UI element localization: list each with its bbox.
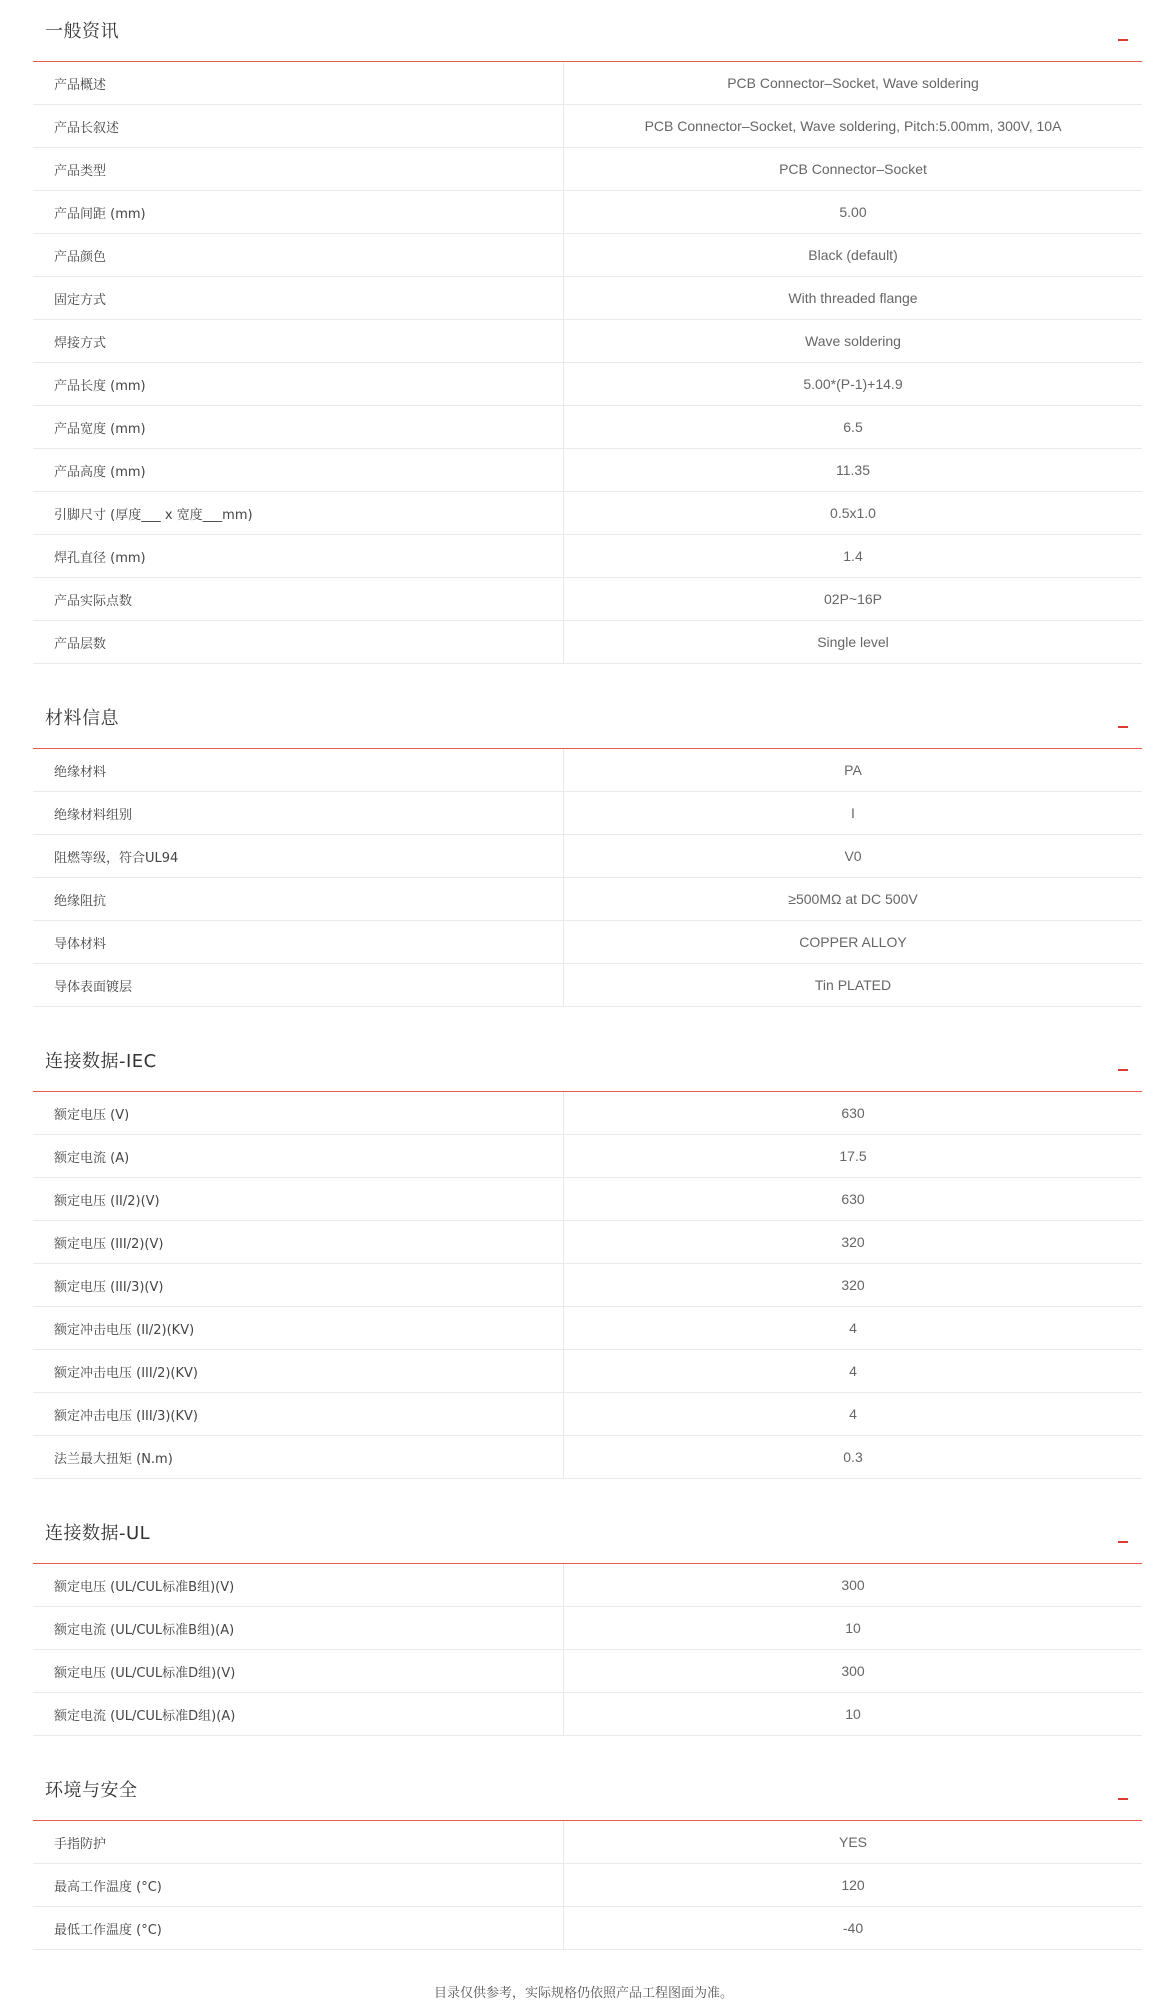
spec-row bbox=[33, 578, 1142, 621]
spec-label: 额定电压 (V) bbox=[33, 1092, 564, 1134]
spec-value: Single level bbox=[817, 634, 889, 650]
spec-label: 产品类型 bbox=[33, 148, 564, 190]
spec-label: 固定方式 bbox=[33, 277, 564, 319]
spec-row bbox=[33, 792, 1142, 835]
spec-row bbox=[33, 1221, 1142, 1264]
spec-value: 10 bbox=[845, 1620, 861, 1636]
spec-label: 额定电压 (UL/CUL标准D组)(V) bbox=[33, 1650, 564, 1692]
section-title: 连接数据-UL bbox=[45, 1523, 151, 1544]
spec-value: COPPER ALLOY bbox=[799, 934, 907, 950]
section-connection-data-iec bbox=[33, 1030, 1142, 1479]
spec-label: 导体材料 bbox=[33, 921, 564, 963]
spec-label: 产品宽度 (mm) bbox=[33, 406, 564, 448]
spec-row bbox=[33, 234, 1142, 277]
spec-label: 最高工作温度 (°C) bbox=[33, 1864, 564, 1906]
spec-value: 300 bbox=[841, 1577, 865, 1593]
spec-label: 额定冲击电压 (II/2)(KV) bbox=[33, 1307, 564, 1349]
collapse-toggle-icon[interactable] bbox=[1118, 39, 1128, 41]
section-general-info bbox=[33, 0, 1142, 664]
spec-row bbox=[33, 1864, 1142, 1907]
spec-row bbox=[33, 1393, 1142, 1436]
spec-row bbox=[33, 105, 1142, 148]
spec-value: ≥500MΩ at DC 500V bbox=[788, 891, 918, 907]
spec-value: 300 bbox=[841, 1663, 865, 1679]
spec-value: 0.3 bbox=[843, 1449, 863, 1465]
section-title: 材料信息 bbox=[45, 708, 119, 729]
spec-row bbox=[33, 406, 1142, 449]
spec-label: 最低工作温度 (°C) bbox=[33, 1907, 564, 1949]
spec-row bbox=[33, 1307, 1142, 1350]
footer-note: 目录仅供参考，实际规格仍依照产品工程图面为准。 bbox=[433, 1986, 733, 2001]
section-header bbox=[33, 687, 1142, 749]
spec-row bbox=[33, 878, 1142, 921]
spec-label: 法兰最大扭矩 (N.m) bbox=[33, 1436, 564, 1478]
spec-table bbox=[33, 1092, 1142, 1479]
spec-label: 额定冲击电压 (III/2)(KV) bbox=[33, 1350, 564, 1392]
collapse-toggle-icon[interactable] bbox=[1118, 726, 1128, 728]
spec-row bbox=[33, 1607, 1142, 1650]
spec-label: 绝缘材料 bbox=[33, 749, 564, 791]
spec-value: 5.00*(P-1)+14.9 bbox=[803, 376, 903, 392]
spec-label: 产品间距 (mm) bbox=[33, 191, 564, 233]
spec-label: 引脚尺寸 (厚度___ x 宽度___mm) bbox=[33, 492, 564, 534]
spec-label: 绝缘材料组别 bbox=[33, 792, 564, 834]
spec-value: 02P~16P bbox=[824, 591, 882, 607]
spec-label: 产品高度 (mm) bbox=[33, 449, 564, 491]
spec-label: 产品层数 bbox=[33, 621, 564, 663]
spec-row bbox=[33, 1821, 1142, 1864]
spec-table bbox=[33, 1821, 1142, 1950]
spec-value: V0 bbox=[844, 848, 862, 864]
spec-label: 额定电流 (UL/CUL标准D组)(A) bbox=[33, 1693, 564, 1735]
spec-row bbox=[33, 535, 1142, 578]
spec-value: PCB Connector–Socket bbox=[779, 161, 927, 177]
spec-value: 5.00 bbox=[839, 204, 867, 220]
spec-sheet bbox=[33, 0, 1142, 1950]
spec-row bbox=[33, 1693, 1142, 1736]
spec-value: -40 bbox=[842, 1920, 864, 1936]
spec-value: With threaded flange bbox=[788, 290, 918, 306]
spec-row bbox=[33, 1564, 1142, 1607]
spec-row bbox=[33, 921, 1142, 964]
spec-row bbox=[33, 1135, 1142, 1178]
spec-label: 额定电流 (UL/CUL标准B组)(A) bbox=[33, 1607, 564, 1649]
spec-label: 额定电压 (III/3)(V) bbox=[33, 1264, 564, 1306]
spec-row bbox=[33, 1907, 1142, 1950]
spec-row bbox=[33, 148, 1142, 191]
spec-row bbox=[33, 62, 1142, 105]
spec-value: 320 bbox=[841, 1234, 865, 1250]
section-material-info bbox=[33, 687, 1142, 1007]
spec-row bbox=[33, 621, 1142, 664]
section-header bbox=[33, 0, 1142, 62]
spec-label: 焊孔直径 (mm) bbox=[33, 535, 564, 577]
spec-value: 4 bbox=[849, 1363, 857, 1379]
spec-table bbox=[33, 62, 1142, 664]
section-title: 连接数据-IEC bbox=[45, 1051, 157, 1072]
spec-row bbox=[33, 191, 1142, 234]
section-environment-safety bbox=[33, 1759, 1142, 1950]
spec-value: 630 bbox=[841, 1105, 865, 1121]
spec-value: 0.5x1.0 bbox=[830, 505, 876, 521]
spec-label: 产品实际点数 bbox=[33, 578, 564, 620]
spec-label: 额定电压 (II/2)(V) bbox=[33, 1178, 564, 1220]
spec-row bbox=[33, 1264, 1142, 1307]
collapse-toggle-icon[interactable] bbox=[1118, 1541, 1128, 1543]
spec-row bbox=[33, 363, 1142, 406]
spec-label: 产品概述 bbox=[33, 62, 564, 104]
spec-row bbox=[33, 964, 1142, 1007]
spec-row bbox=[33, 1178, 1142, 1221]
spec-row bbox=[33, 1092, 1142, 1135]
spec-label: 焊接方式 bbox=[33, 320, 564, 362]
spec-label: 额定电压 (III/2)(V) bbox=[33, 1221, 564, 1263]
collapse-toggle-icon[interactable] bbox=[1118, 1069, 1128, 1071]
spec-value: PCB Connector–Socket, Wave soldering, Pitch:5.00mm, 300V, 10A bbox=[644, 118, 1062, 134]
spec-label: 产品长叙述 bbox=[33, 105, 564, 147]
spec-value: 17.5 bbox=[839, 1148, 867, 1164]
section-header bbox=[33, 1030, 1142, 1092]
spec-label: 产品长度 (mm) bbox=[33, 363, 564, 405]
section-title: 一般资讯 bbox=[45, 21, 119, 42]
spec-value: 11.35 bbox=[836, 462, 870, 478]
spec-label: 额定冲击电压 (III/3)(KV) bbox=[33, 1393, 564, 1435]
section-header bbox=[33, 1502, 1142, 1564]
spec-row bbox=[33, 1350, 1142, 1393]
spec-row bbox=[33, 835, 1142, 878]
section-header bbox=[33, 1759, 1142, 1821]
spec-label: 阻燃等级，符合UL94 bbox=[33, 835, 564, 877]
spec-value: 4 bbox=[849, 1320, 857, 1336]
spec-row bbox=[33, 449, 1142, 492]
spec-label: 额定电流 (A) bbox=[33, 1135, 564, 1177]
spec-value: I bbox=[851, 805, 855, 821]
section-title: 环境与安全 bbox=[45, 1780, 138, 1801]
spec-row bbox=[33, 1436, 1142, 1479]
spec-row bbox=[33, 492, 1142, 535]
spec-value: Tin PLATED bbox=[814, 977, 892, 993]
spec-value: 120 bbox=[841, 1877, 865, 1893]
spec-value: 6.5 bbox=[843, 419, 863, 435]
spec-value: Wave soldering bbox=[805, 333, 901, 349]
spec-label: 产品颜色 bbox=[33, 234, 564, 276]
spec-label: 导体表面镀层 bbox=[33, 964, 564, 1006]
spec-value: PA bbox=[844, 762, 862, 778]
spec-value: 1.4 bbox=[843, 548, 863, 564]
spec-value: 10 bbox=[845, 1706, 861, 1722]
spec-table bbox=[33, 1564, 1142, 1736]
spec-label: 额定电压 (UL/CUL标准B组)(V) bbox=[33, 1564, 564, 1606]
spec-row bbox=[33, 277, 1142, 320]
spec-value: PCB Connector–Socket, Wave soldering bbox=[727, 75, 979, 91]
spec-table bbox=[33, 749, 1142, 1007]
spec-value: 630 bbox=[841, 1191, 865, 1207]
spec-label: 绝缘阻抗 bbox=[33, 878, 564, 920]
spec-row bbox=[33, 749, 1142, 792]
spec-value: 320 bbox=[841, 1277, 865, 1293]
spec-value: YES bbox=[838, 1834, 867, 1850]
section-connection-data-ul bbox=[33, 1502, 1142, 1736]
spec-row bbox=[33, 320, 1142, 363]
spec-label: 手指防护 bbox=[33, 1821, 564, 1863]
spec-value: 4 bbox=[849, 1406, 857, 1422]
spec-row bbox=[33, 1650, 1142, 1693]
spec-value: Black (default) bbox=[808, 247, 898, 263]
collapse-toggle-icon[interactable] bbox=[1118, 1798, 1128, 1800]
